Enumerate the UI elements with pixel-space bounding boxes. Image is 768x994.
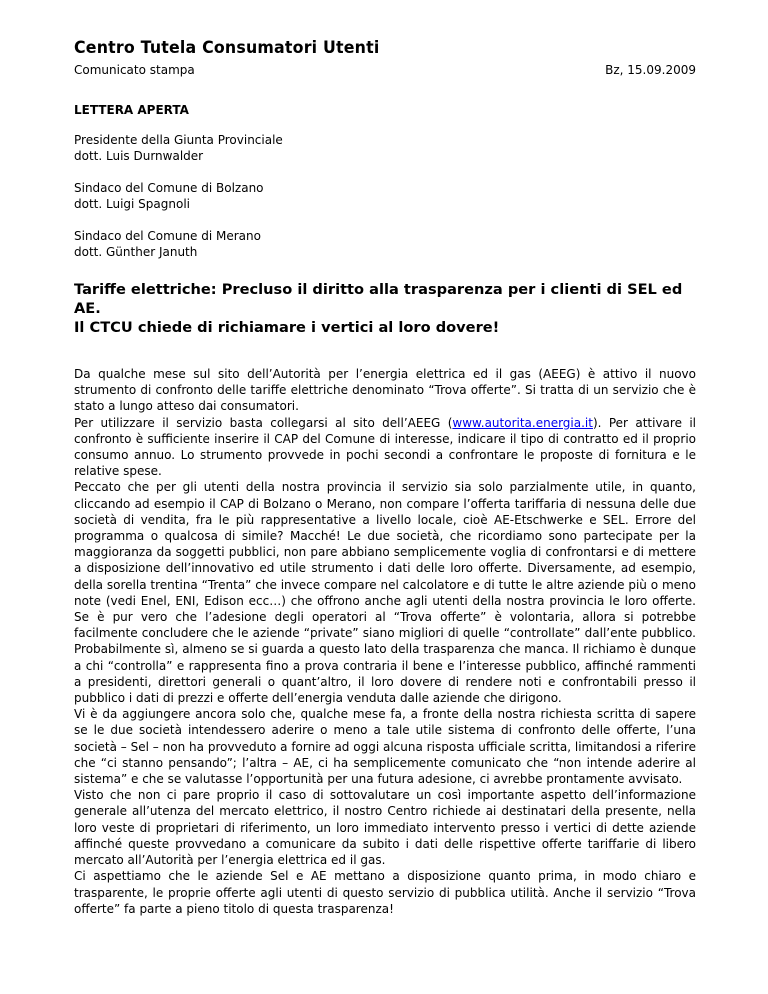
recipient-role: Sindaco del Comune di Bolzano bbox=[74, 181, 264, 195]
document-page bbox=[74, 38, 696, 917]
recipient-name: dott. Günther Januth bbox=[74, 245, 198, 259]
headline bbox=[74, 280, 696, 337]
autorita-website-link[interactable]: www.autorita.energia.it bbox=[452, 415, 593, 430]
headline-line-2: Il CTCU chiede di richiamare i vertici al loro dovere! bbox=[74, 319, 500, 336]
recipient-role: Presidente della Giunta Provinciale bbox=[74, 133, 283, 147]
body-text bbox=[74, 366, 696, 917]
paragraph: Da qualche mese sul sito dell’Autorità per l’energia elettrica ed il gas (AEEG) è attivo il nuovo strumento di confronto delle tariffe elettriche denominato “Trova offerte”. Si tratta di un servizio che è stato a lungo atteso dai consumatori. bbox=[74, 367, 696, 414]
paragraph-text: ). Per attivare il confronto è sufficiente inserire il CAP del Comune di interesse, indicare il tipo di contratto ed il proprio consumo annuo. Lo strumento provvede in pochi secondi a confrontare le proposte di fornitura e le relative spese. bbox=[74, 415, 696, 479]
paragraph: Visto che non ci pare proprio il caso di sottovalutare un così importante aspetto dell’informazione generale all’utenza del mercato elettrico, il nostro Centro richiede ai destinatari della presente, nella loro veste di proprietari di riferimento, un loro immediato intervento presso i vertici di dette aziende affinché queste provvedano a comunicare da subito i dati delle rispettive offerte tariffarie di libero mercato all’Autorità per l’energia elettrica ed il gas. bbox=[74, 788, 696, 868]
recipient-mayor-bolzano bbox=[74, 180, 696, 212]
paragraph: Peccato che per gli utenti della nostra provincia il servizio sia solo parzialmente utile, in quanto, cliccando ad esempio il CAP di Bolzano o Merano, non compare l’offerta tariffaria di nessuna delle due società di vendita, fra le più rappresentative a livello locale, cioè AE-Etschwerke e SEL. Errore del programma o qualcosa di simile? Macché! Le due società, che ricordiamo sono partecipate per la maggioranza da soggetti pubblici, non pare abbiano semplicemente voglia di confrontarsi e di mettere a disposizione dell’innovativo ed utile strumento i dati delle loro offerte. Diversamente, ad esempio, della sorella trentina “Trenta” che invece compare nel calcolatore e di tutte le altre aziende più o meno note (vedi Enel, ENI, Edison ecc…) che offrono anche agli utenti della nostra provincia le loro offerte. Se è pur vero che l’adesione degli operatori al “Trova offerte” è volontaria, allora si potrebbe facilmente concludere che le aziende “private” siano migliori di quelle “controllate” dall’ente pubblico. Probabilmente sì, almeno se si guarda a questo lato della trasparenza che manca. Il richiamo è dunque a chi “controlla” e rappresenta fino a prova contraria il bene e l’interesse pubblico, affinché rammenti a presidenti, direttori generali o quant’altro, il loro dovere di rendere noti e confrontabili presso il pubblico i dati di prezzi e offerte dell’energia venduta dalle aziende che dirigono. bbox=[74, 480, 696, 706]
organization-name: Centro Tutela Consumatori Utenti bbox=[74, 38, 380, 58]
document-date: Bz, 15.09.2009 bbox=[605, 63, 696, 77]
recipients-block bbox=[74, 132, 696, 260]
headline-line-1: Tariffe elettriche: Precluso il diritto alla trasparenza per i clienti di SEL ed AE. bbox=[74, 281, 683, 317]
paragraph: Vi è da aggiungere ancora solo che, qualche mese fa, a fronte della nostra richiesta scritta di sapere se le due società intendessero aderire o meno a tale utile sistema di confronto delle offerte, l’una società – Sel – non ha provveduto a fornire ad oggi alcuna risposta ufficiale scritta, limitandosi a riferire che “ci stanno pensando”; l’altra – AE, ci ha semplicemente comunicato che “non intende aderire al sistema” e che se valutasse l’opportunità per una futura adesione, ci avrebbe prontamente avvisato. bbox=[74, 707, 696, 787]
paragraph: Ci aspettiamo che le aziende Sel e AE mettano a disposizione quanto prima, in modo chiaro e trasparente, le proprie offerte agli utenti di questo servizio di pubblica utilità. Anche il servizio “Trova offerte” fa parte a pieno titolo di questa trasparenza! bbox=[74, 869, 696, 916]
recipient-name: dott. Luis Durnwalder bbox=[74, 149, 204, 163]
paragraph bbox=[74, 415, 696, 480]
recipient-president bbox=[74, 132, 696, 164]
recipient-name: dott. Luigi Spagnoli bbox=[74, 197, 190, 211]
letter-label: LETTERA APERTA bbox=[74, 103, 189, 117]
header-meta-row bbox=[74, 62, 696, 78]
document-type: Comunicato stampa bbox=[74, 63, 195, 77]
paragraph-text: Per utilizzare il servizio basta collegarsi al sito dell’AEEG ( bbox=[74, 415, 453, 430]
recipient-role: Sindaco del Comune di Merano bbox=[74, 229, 261, 243]
recipient-mayor-merano bbox=[74, 228, 696, 260]
